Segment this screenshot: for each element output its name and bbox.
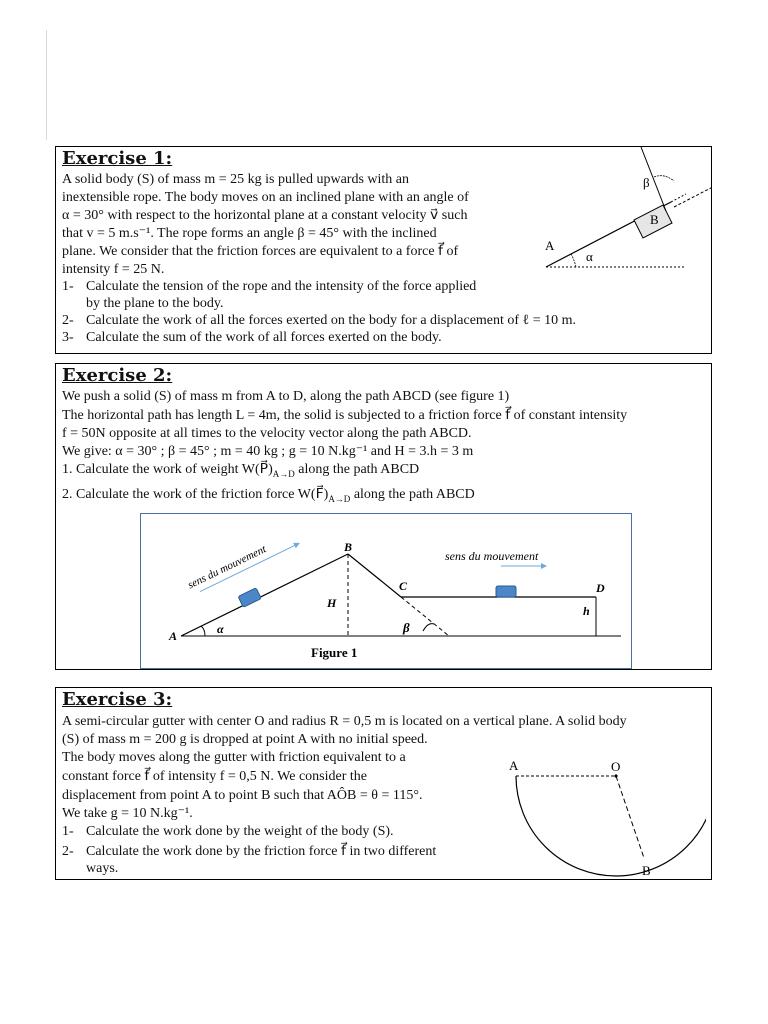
beta-arc: [423, 624, 434, 631]
q1-text-end: along the path ABCD: [294, 462, 420, 477]
question-text: Calculate the work done by the friction force f⃗ in two different: [86, 844, 437, 859]
question-number: 1-: [62, 279, 74, 294]
beta-arc: [654, 176, 674, 181]
label-H: H: [327, 596, 337, 610]
label-B: B: [642, 863, 651, 878]
block-on-slope: [238, 588, 261, 608]
question-text: by the plane to the body.: [86, 296, 224, 311]
exercise-1-line: inextensible rope. The body moves on an inclined plane with an angle of: [62, 190, 469, 205]
question-number: 2-: [62, 844, 74, 859]
label-B: B: [344, 540, 353, 554]
exercise-2-question-2: [62, 486, 475, 508]
label-C: C: [399, 579, 408, 593]
motion-arrowhead-1: [293, 540, 301, 548]
question-text: ways.: [86, 861, 119, 876]
exercise-2-question-1: [62, 461, 419, 483]
q2-text: 2. Calculate the work of the friction force W(F⃗): [62, 487, 329, 502]
label-D: D: [596, 581, 605, 595]
label-A: A: [545, 238, 555, 253]
slope-AB: [181, 554, 348, 636]
radius-OB: [616, 776, 644, 858]
exercise-2-line: The horizontal path has length L = 4m, the solid is subjected to a friction force f⃗ of constant intensity: [62, 408, 628, 423]
q1-subscript: A→D: [272, 468, 295, 479]
label-alpha: α: [217, 622, 224, 636]
exercise-1-line: A solid body (S) of mass m = 25 kg is pulled upwards with an: [62, 172, 409, 187]
label-A: A: [509, 758, 519, 773]
semicircular-gutter-figure: [496, 750, 706, 878]
question-text: Calculate the sum of the work of all forces exerted on the body.: [86, 330, 442, 345]
motion-label-1: sens du mouvement: [185, 543, 269, 592]
alpha-arc: [571, 254, 576, 267]
exercise-3-title: Exercise 3:: [62, 689, 173, 710]
exercise-1-line: plane. We consider that the friction forces are equivalent to a force f⃗ of: [62, 244, 459, 259]
label-beta: β: [643, 175, 650, 190]
q2-subscript: A→D: [328, 493, 351, 504]
question-text: Calculate the work done by the weight of the body (S).: [86, 824, 394, 839]
alpha-arc: [201, 626, 205, 636]
figure-1-path-abcd: [140, 513, 632, 669]
exercise-2-box: [55, 363, 712, 670]
question-number: 3-: [62, 330, 74, 345]
page-margin-rule: [46, 30, 47, 140]
question-text: Calculate the work of all the forces exerted on the body for a displacement of ℓ = 10 m.: [86, 313, 577, 328]
q2-text-end: along the path ABCD: [350, 487, 475, 502]
motion-arrowhead-2: [541, 563, 547, 569]
exercise-3-line: We take g = 10 N.kg⁻¹.: [62, 806, 193, 821]
question-number: 2-: [62, 313, 74, 328]
exercise-2-line: We give: α = 30° ; β = 45° ; m = 40 kg ; g = 10 N.kg⁻¹ and H = 3.h = 3 m: [62, 444, 474, 459]
question-number: 1-: [62, 824, 74, 839]
motion-label-slope: [186, 529, 301, 598]
label-A: A: [169, 629, 178, 643]
exercise-2-line: We push a solid (S) of mass m from A to D, along the path ABCD (see figure 1): [62, 389, 510, 404]
exercise-3-line: A semi-circular gutter with center O and radius R = 0,5 m is located on a vertical plane. A solid body: [62, 714, 627, 729]
exercise-1-line: intensity f = 25 N.: [62, 262, 165, 277]
label-O: O: [611, 759, 621, 774]
slope-BC: [348, 554, 401, 597]
exercise-1-title: Exercise 1:: [62, 148, 173, 169]
label-B: B: [650, 212, 659, 227]
exercise-1-box: [55, 146, 712, 354]
label-beta: β: [403, 620, 410, 635]
gutter-arc: [516, 776, 706, 876]
exercise-3-line: displacement from point A to point B such that AÔB = θ = 115°.: [62, 788, 423, 803]
motion-label-2: sens du mouvement: [445, 549, 539, 563]
question-text: Calculate the tension of the rope and the intensity of the force applied: [86, 279, 477, 294]
exercise-1-line: that v = 5 m.s⁻¹. The rope forms an angle β = 45° with the inclined: [62, 226, 437, 241]
q1-text: 1. Calculate the work of weight W(P⃗): [62, 462, 273, 477]
incline-extension: [671, 194, 686, 202]
inclined-plane-figure: [536, 147, 711, 277]
center-O-point: [614, 774, 617, 777]
rope-direction: [674, 175, 711, 207]
label-h: h: [583, 604, 590, 618]
exercise-3-line: constant force f⃗ of intensity f = 0,5 N. We consider the: [62, 769, 367, 784]
exercise-2-title: Exercise 2:: [62, 365, 173, 386]
exercise-3-line: The body moves along the gutter with friction equivalent to a: [62, 750, 406, 765]
figure-caption: Figure 1: [311, 645, 358, 660]
exercise-1-line: α = 30° with respect to the horizontal plane at a constant velocity v⃗ such: [62, 208, 468, 223]
exercise-3-line: (S) of mass m = 200 g is dropped at point A with no initial speed.: [62, 732, 428, 747]
label-alpha: α: [586, 249, 593, 264]
block-on-horizontal: [496, 586, 516, 597]
exercise-2-line: f = 50N opposite at all times to the velocity vector along the path ABCD.: [62, 426, 472, 441]
exercise-3-box: [55, 687, 712, 880]
